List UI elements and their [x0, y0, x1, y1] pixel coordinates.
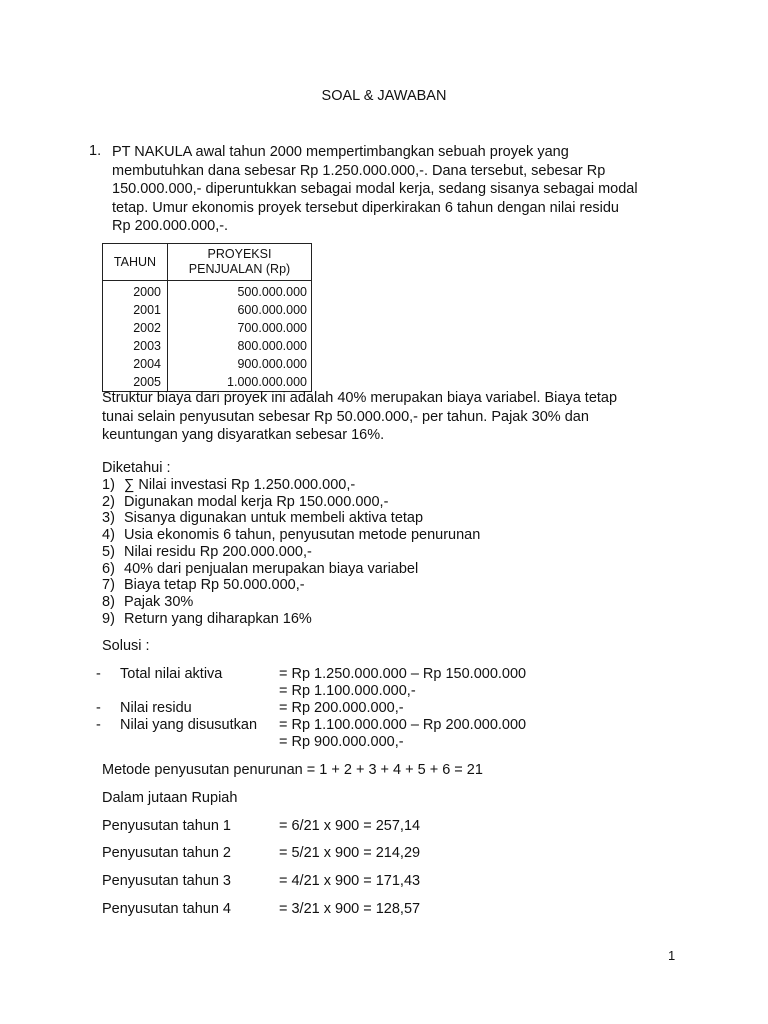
- list-item: [102, 527, 480, 544]
- list-item-text: 40% dari penjualan merupakan biaya variabel: [124, 560, 419, 577]
- depreciation-label: Penyusutan tahun 1: [102, 818, 231, 834]
- solution-equation: = Rp 200.000.000,-: [279, 700, 404, 716]
- table-row: [103, 337, 312, 355]
- table-row: [103, 319, 312, 337]
- unit-line: Dalam jutaan Rupiah: [102, 790, 238, 806]
- list-item-number: 5): [102, 543, 115, 560]
- list-item-text: Digunakan modal kerja Rp 150.000.000,-: [124, 493, 389, 510]
- list-item: [102, 561, 480, 578]
- year-cell: 2002: [103, 319, 168, 337]
- page-number: 1: [668, 948, 676, 963]
- question-line: membutuhkan dana sebesar Rp 1.250.000.000,-. Dana tersebut, sebesar Rp: [112, 162, 606, 179]
- bullet-dash: -: [96, 717, 101, 733]
- list-item: [102, 477, 480, 494]
- solution-equation: = Rp 1.250.000.000 – Rp 150.000.000: [279, 666, 527, 682]
- list-item: [102, 510, 480, 527]
- question-line: 150.000.000,- diperuntukkan sebagai modal kerja, sedang sisanya sebagai modal: [112, 181, 638, 197]
- list-item-number: 9): [102, 610, 115, 627]
- list-item-number: 7): [102, 577, 115, 594]
- list-item: [102, 577, 480, 594]
- list-item: [102, 611, 480, 628]
- diketahui-heading: Diketahui :: [102, 460, 171, 476]
- year-cell: 2004: [103, 355, 168, 373]
- list-item-text: Usia ekonomis 6 tahun, penyusutan metode penurunan: [124, 527, 481, 544]
- year-cell: 2000: [103, 281, 168, 302]
- solution-label: Nilai yang disusutkan: [120, 717, 258, 733]
- structure-line: Struktur biaya dari proyek ini adalah 40% merupakan biaya variabel. Biaya tetap: [102, 390, 618, 406]
- column-header-sales: [168, 244, 312, 281]
- question-text: [112, 143, 638, 236]
- depreciation-formula: = 6/21 x 900 = 257,14: [279, 818, 421, 834]
- list-item-number: 8): [102, 593, 115, 610]
- list-item-text: Nilai residu Rp 200.000.000,-: [124, 543, 312, 560]
- list-item-text: Biaya tetap Rp 50.000.000,-: [124, 577, 305, 594]
- sales-cell: 700.000.000: [168, 319, 312, 337]
- question-line: Rp 200.000.000,-.: [112, 218, 229, 234]
- bullet-dash: -: [96, 700, 101, 716]
- question-line: PT NAKULA awal tahun 2000 mempertimbangkan sebuah proyek yang: [112, 144, 569, 160]
- depreciation-formula: = 5/21 x 900 = 214,29: [279, 845, 421, 861]
- question-number: 1.: [89, 143, 102, 159]
- structure-line: tunai selain penyusutan sebesar Rp 50.000.000,- per tahun. Pajak 30% dan: [102, 408, 589, 425]
- year-cell: 2003: [103, 337, 168, 355]
- depreciation-formula: = 4/21 x 900 = 171,43: [279, 873, 421, 889]
- table-row: [103, 301, 312, 319]
- page-title: SOAL & JAWABAN: [321, 88, 447, 104]
- depreciation-label: Penyusutan tahun 2: [102, 845, 231, 861]
- solution-label: Total nilai aktiva: [120, 666, 223, 682]
- column-header-year: TAHUN: [103, 244, 168, 281]
- bullet-dash: -: [96, 666, 101, 682]
- list-item: [102, 544, 480, 561]
- diketahui-list: [102, 477, 480, 627]
- solusi-heading: Solusi :: [102, 638, 150, 654]
- sales-cell: 800.000.000: [168, 337, 312, 355]
- year-cell: 2001: [103, 301, 168, 319]
- solution-equation: = Rp 1.100.000.000 – Rp 200.000.000: [279, 717, 527, 733]
- cost-structure-text: [102, 389, 617, 445]
- table-row: [103, 355, 312, 373]
- list-item: [102, 494, 480, 511]
- solution-equation: = Rp 900.000.000,-: [279, 734, 404, 750]
- table-row: [103, 281, 312, 302]
- column-header-line: PENJUALAN (Rp): [188, 262, 291, 276]
- list-item-text: ∑ Nilai investasi Rp 1.250.000.000,-: [124, 477, 356, 493]
- year-cell: 2005: [103, 373, 168, 392]
- solution-equation: = Rp 1.100.000.000,-: [279, 683, 416, 699]
- list-item-number: 4): [102, 527, 115, 544]
- depreciation-label: Penyusutan tahun 3: [102, 873, 231, 889]
- list-item-number: 2): [102, 493, 115, 510]
- method-line: Metode penyusutan penurunan = 1 + 2 + 3 + 4 + 5 + 6 = 21: [102, 762, 483, 778]
- question-line: tetap. Umur ekonomis proyek tersebut diperkirakan 6 tahun dengan nilai residu: [112, 199, 619, 216]
- sales-cell: 500.000.000: [168, 281, 312, 302]
- sales-cell: 600.000.000: [168, 301, 312, 319]
- list-item-number: 1): [102, 477, 115, 493]
- column-header-line: PROYEKSI: [207, 247, 272, 261]
- list-item-text: Pajak 30%: [124, 593, 194, 610]
- list-item-number: 3): [102, 510, 115, 527]
- list-item-text: Sisanya digunakan untuk membeli aktiva tetap: [124, 510, 424, 527]
- list-item-number: 6): [102, 560, 115, 577]
- list-item-text: Return yang diharapkan 16%: [124, 610, 312, 627]
- sales-cell: 1.000.000.000: [168, 373, 312, 392]
- sales-cell: 900.000.000: [168, 355, 312, 373]
- depreciation-formula: = 3/21 x 900 = 128,57: [279, 901, 421, 917]
- structure-line: keuntungan yang disyaratkan sebesar 16%.: [102, 427, 385, 443]
- solution-label: Nilai residu: [120, 700, 192, 716]
- sales-projection-table: [102, 243, 312, 392]
- depreciation-label: Penyusutan tahun 4: [102, 901, 231, 917]
- list-item: [102, 594, 480, 611]
